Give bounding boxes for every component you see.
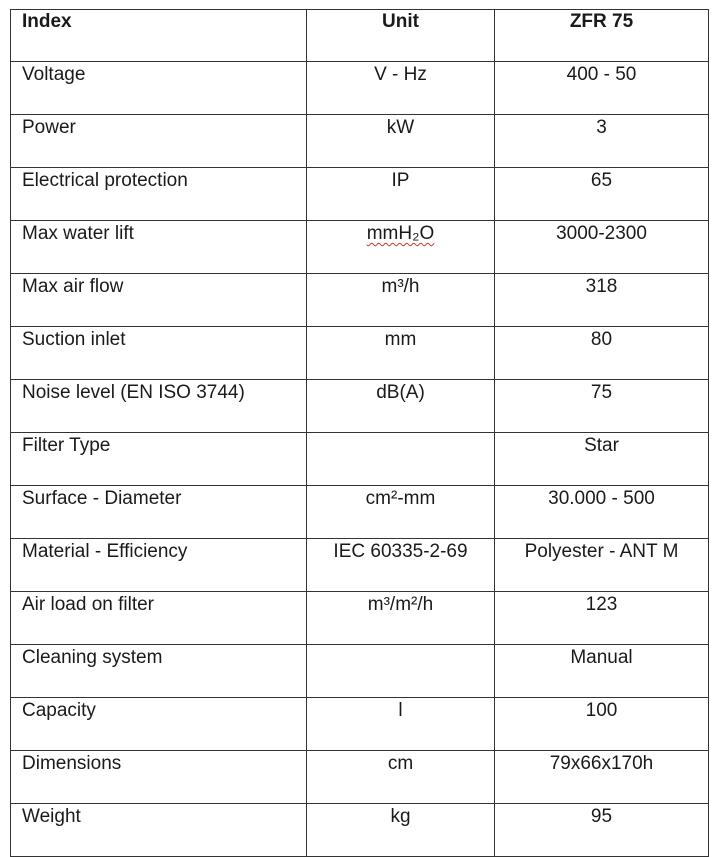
row-value-cell: Star [495,433,709,486]
row-index-cell: Cleaning system [11,645,307,698]
row-index-cell: Material - Efficiency [11,539,307,592]
row-unit-cell: cm [307,751,495,804]
table-row [11,486,709,539]
row-value-cell: 3 [495,115,709,168]
row-unit-cell: cm²-mm [307,486,495,539]
row-unit-cell: kg [307,804,495,857]
row-unit-cell: m³/h [307,274,495,327]
header-unit: Unit [307,10,495,62]
row-index-cell: Surface - Diameter [11,486,307,539]
header-model: ZFR 75 [495,10,709,62]
row-value-cell: 30.000 - 500 [495,486,709,539]
row-value-cell: Manual [495,645,709,698]
row-index-cell: Voltage [11,62,307,115]
row-unit-cell: mm [307,327,495,380]
row-value-cell: 79x66x170h [495,751,709,804]
spec-table [10,9,709,857]
header-index: Index [11,10,307,62]
row-unit-cell: l [307,698,495,751]
row-index-cell: Noise level (EN ISO 3744) [11,380,307,433]
row-value-cell: 80 [495,327,709,380]
row-index-cell: Dimensions [11,751,307,804]
row-unit-cell: IEC 60335-2-69 [307,539,495,592]
table-row [11,698,709,751]
row-index-cell: Capacity [11,698,307,751]
table-row [11,539,709,592]
spellcheck-underlined-unit: mmH₂O [366,223,435,244]
row-index-cell: Electrical protection [11,168,307,221]
row-index-cell: Suction inlet [11,327,307,380]
table-header-row [11,10,709,62]
table-row [11,751,709,804]
row-unit-cell [307,645,495,698]
row-index-cell: Power [11,115,307,168]
row-value-cell: 100 [495,698,709,751]
row-unit-cell [307,433,495,486]
table-row [11,592,709,645]
table-row [11,380,709,433]
row-value-cell: 65 [495,168,709,221]
row-index-cell: Weight [11,804,307,857]
table-row [11,804,709,857]
row-unit-cell [307,221,495,274]
row-unit-cell: kW [307,115,495,168]
row-index-cell: Filter Type [11,433,307,486]
table-row [11,115,709,168]
row-index-cell: Max water lift [11,221,307,274]
row-value-cell: 318 [495,274,709,327]
row-value-cell: 95 [495,804,709,857]
row-unit-cell: m³/m²/h [307,592,495,645]
table-row [11,433,709,486]
row-value-cell: 75 [495,380,709,433]
table-row [11,168,709,221]
table-row [11,62,709,115]
row-value-cell: 400 - 50 [495,62,709,115]
row-unit-cell: IP [307,168,495,221]
row-value-cell: Polyester - ANT M [495,539,709,592]
table-row [11,645,709,698]
row-value-cell: 3000-2300 [495,221,709,274]
row-index-cell: Air load on filter [11,592,307,645]
table-row [11,327,709,380]
table-row [11,274,709,327]
row-value-cell: 123 [495,592,709,645]
row-unit-cell: V - Hz [307,62,495,115]
table-row [11,221,709,274]
row-unit-cell: dB(A) [307,380,495,433]
row-index-cell: Max air flow [11,274,307,327]
